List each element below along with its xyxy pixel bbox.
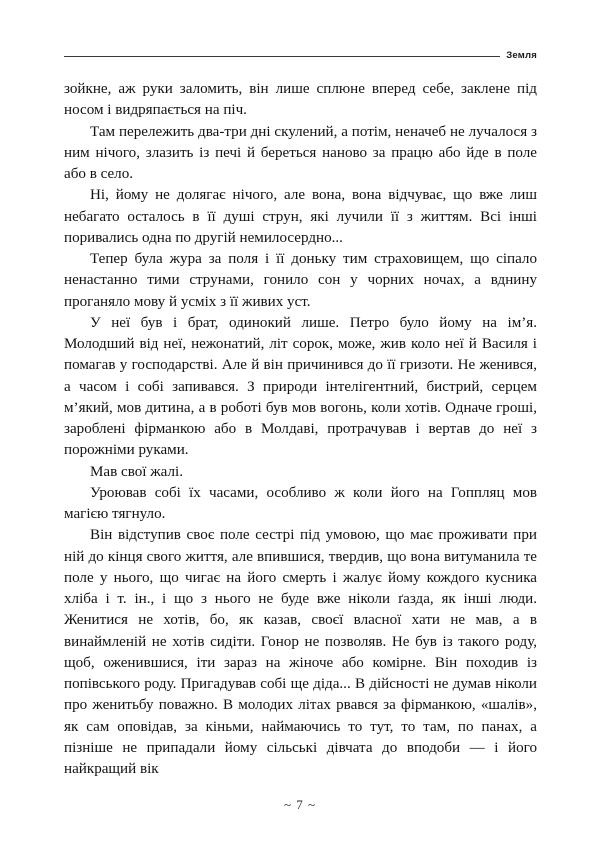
paragraph: Уроював собі їх часами, особливо ж коли його на Гоппляц мов магією тягнуло.	[64, 484, 537, 522]
header-title: Земля	[506, 50, 537, 62]
header-rule	[64, 56, 500, 57]
paragraph: Ні, йому не долягає нічого, але вона, вона відчуває, що вже лиш небагато осталось в її душі струн, які лучили її з життям. Всі інші поривались одна по другій немилосердно...	[64, 187, 537, 246]
paragraph: зойкне, аж руки заломить, він лише сплюне вперед себе, заклене під носом і видряпається на піч.	[64, 81, 537, 119]
paragraph: Тепер була жура за поля і її доньку тим страховищем, що сіпало ненастанно тими струнами, гонило сон у чорних ночах, а вднину проганяло мову й усміх з її живих уст.	[64, 251, 537, 310]
page-number: ~ 7 ~	[283, 797, 317, 812]
paragraph: Він відступив своє поле сестрі під умовою, що має проживати при ній до кінця свого життя, але впившися, твердив, що вона витуманила те поле у нього, що чигає на його смерть і жалує йому кождого кусника хліба і т. ін., і що з нього не буде вже ніколи ґазда, як інші люди. Женитися не хотів, бо, як казав, своєї власної хати не мав, а в винаймленій не хотів сидіти. Гонор не позволяв. Не був із такого роду, щоб, оженившися, іти зараз на жіноче або комірне. Він походив із попівського роду. Пригадував собі ще діда... В дійсності не думав ніколи про женитьбу поважно. В молодих літах рвався за фірманкою, «шалів», як сам оповідав, за кіньми, наймаючись то тут, то там, по панах, а пізніше не припадали йому сільські дівчата до вподоби — і його найкращий вік	[64, 527, 537, 777]
body-text-column	[64, 79, 537, 780]
paragraph: Там перележить два-три дні скулений, а потім, неначеб не лучалося з ним нічого, злазить із печі й береться наново за працю або йде в поле або в село.	[64, 123, 537, 182]
paragraph: Мав свої жалі.	[90, 463, 184, 480]
running-header	[64, 48, 537, 64]
paragraph: У неї був і брат, одинокий лише. Петро було йому на ім’я. Молодший від неї, нежонатий, літ сорок, може, жив коло неї й Василя і помагав у господарстві. Але й він причинився до її гризоти. Не женився, а часом і собі запивався. З природи інтелігентний, бистрий, серцем м’який, мов дитина, а в роботі був мов вогонь, коли хотів. Одначе гроші, зароблені фірманкою або в Молдаві, протрачував і вертав до неї з порожніми руками.	[64, 314, 537, 459]
